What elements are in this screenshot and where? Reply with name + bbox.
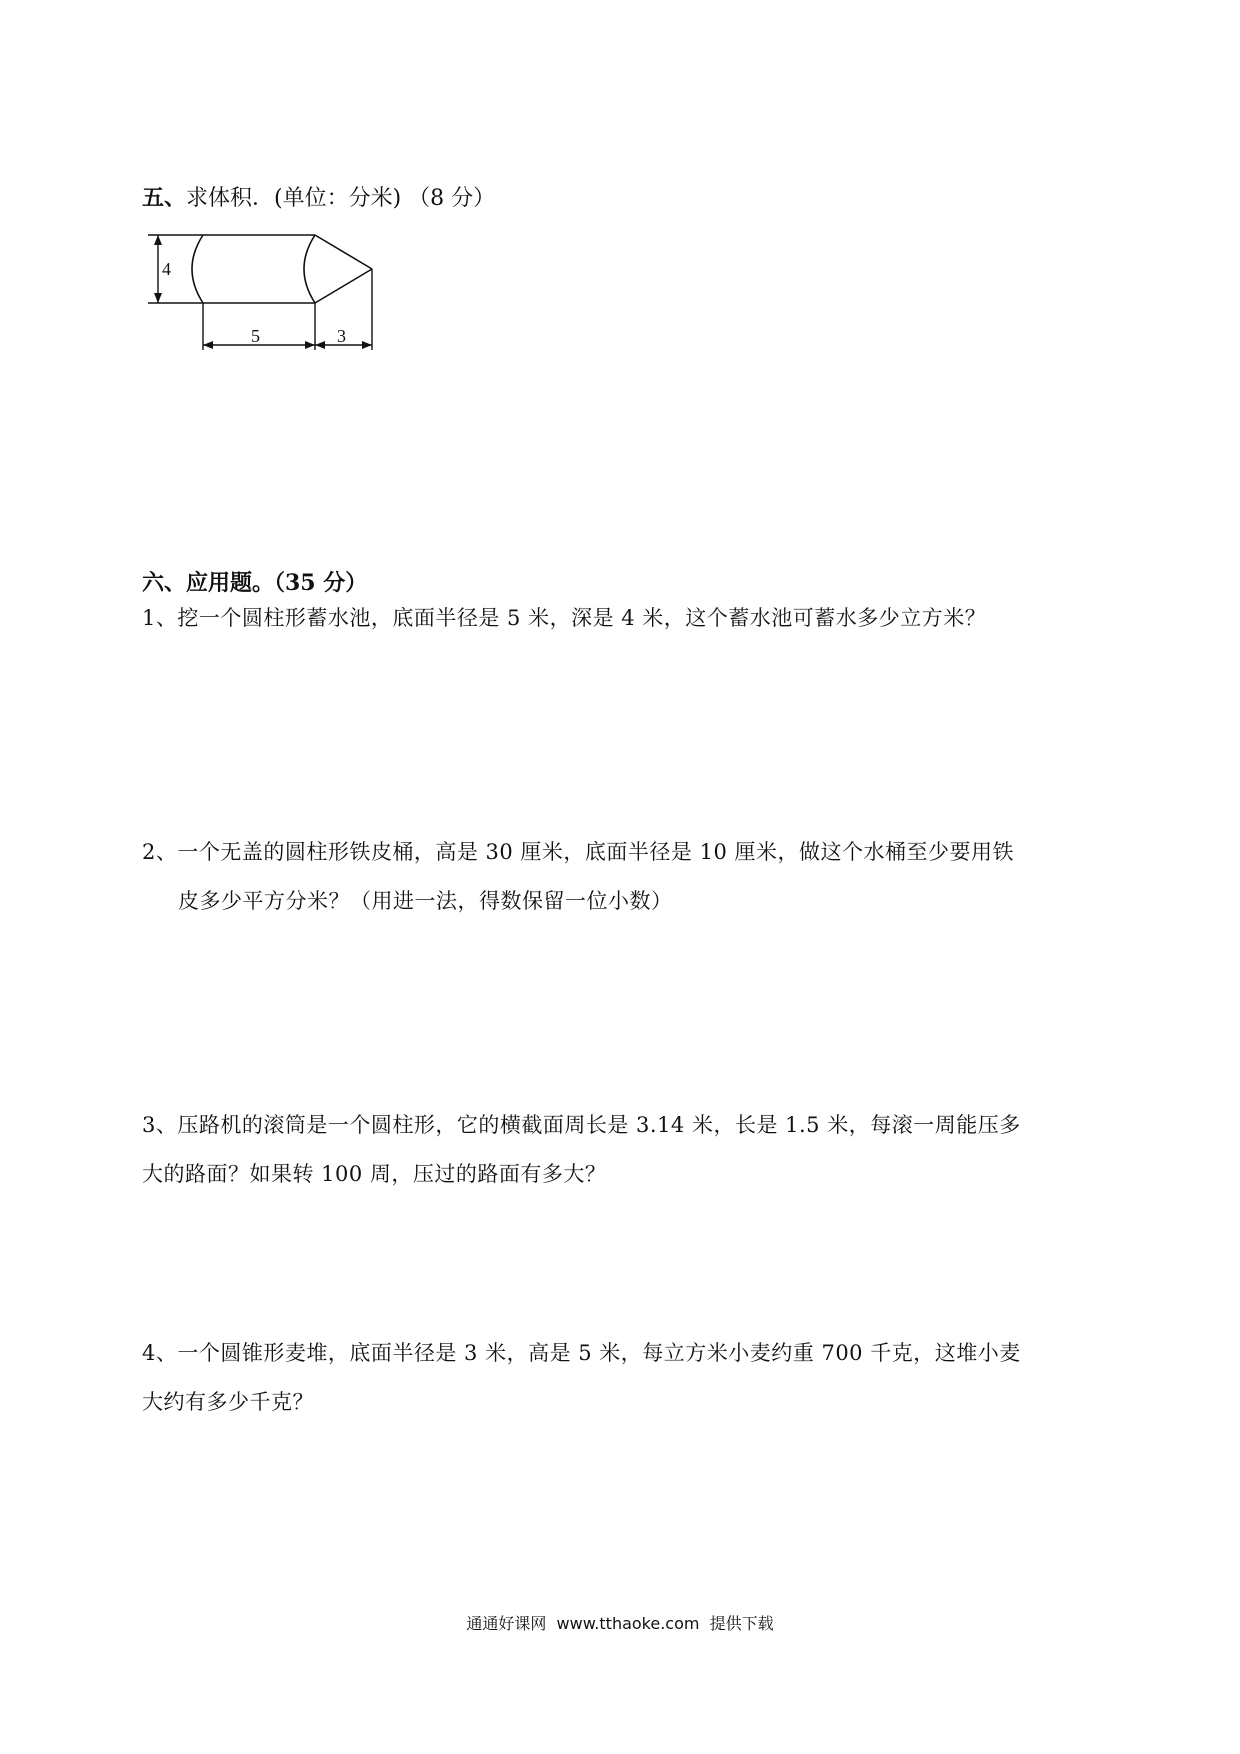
section-5-title: 求体积．(单位：分米) （8 分） <box>186 186 496 211</box>
cylinder-cone-figure <box>140 225 400 375</box>
footer <box>0 1616 1240 1632</box>
length-arrow-left <box>203 341 213 349</box>
question-4-line-2: 大约有多少千克？ <box>142 1390 314 1414</box>
cylinder-length-label: 5 <box>251 326 260 346</box>
cone-length-label: 3 <box>337 326 346 346</box>
section-5-number: 五、 <box>142 185 187 211</box>
length-arrow-mid-left <box>305 341 315 349</box>
length-arrow-mid-right <box>315 341 325 349</box>
cylinder-left-arc <box>192 235 203 303</box>
cylinder-right-arc <box>304 235 315 303</box>
length-arrow-right <box>362 341 372 349</box>
figure-svg <box>140 225 400 375</box>
footer-url[interactable]: www.tthaoke.com <box>556 1614 700 1633</box>
height-arrow-bottom <box>154 293 162 303</box>
question-2-line-1: 2、一个无盖的圆柱形铁皮桶，高是 30 厘米，底面半径是 10 厘米，做这个水桶至少要用铁 <box>142 840 1015 864</box>
footer-site-name: 通通好课网 <box>466 1614 547 1633</box>
cone-top-edge <box>315 235 372 269</box>
question-3-line-1: 3、压路机的滚筒是一个圆柱形，它的横截面周长是 3.14 米，长是 1.5 米，每滚一周能压多 <box>142 1113 1021 1137</box>
footer-suffix: 提供下载 <box>709 1614 774 1633</box>
cone-bottom-edge <box>315 269 372 303</box>
section-5-heading <box>142 187 495 210</box>
height-arrow-top <box>154 235 162 245</box>
question-3-line-2: 大的路面？如果转 100 周，压过的路面有多大？ <box>142 1162 607 1186</box>
question-2-line-2: 皮多少平方分米？（用进一法，得数保留一位小数） <box>178 889 673 913</box>
section-6-heading: 六、应用题。（35 分） <box>142 570 368 596</box>
question-1-line-1: 1、挖一个圆柱形蓄水池，底面半径是 5 米，深是 4 米，这个蓄水池可蓄水多少立方米？ <box>142 606 987 630</box>
height-label: 4 <box>162 259 171 279</box>
question-4-line-1: 4、一个圆锥形麦堆，底面半径是 3 米，高是 5 米，每立方米小麦约重 700 千克，这堆小麦 <box>142 1341 1021 1365</box>
